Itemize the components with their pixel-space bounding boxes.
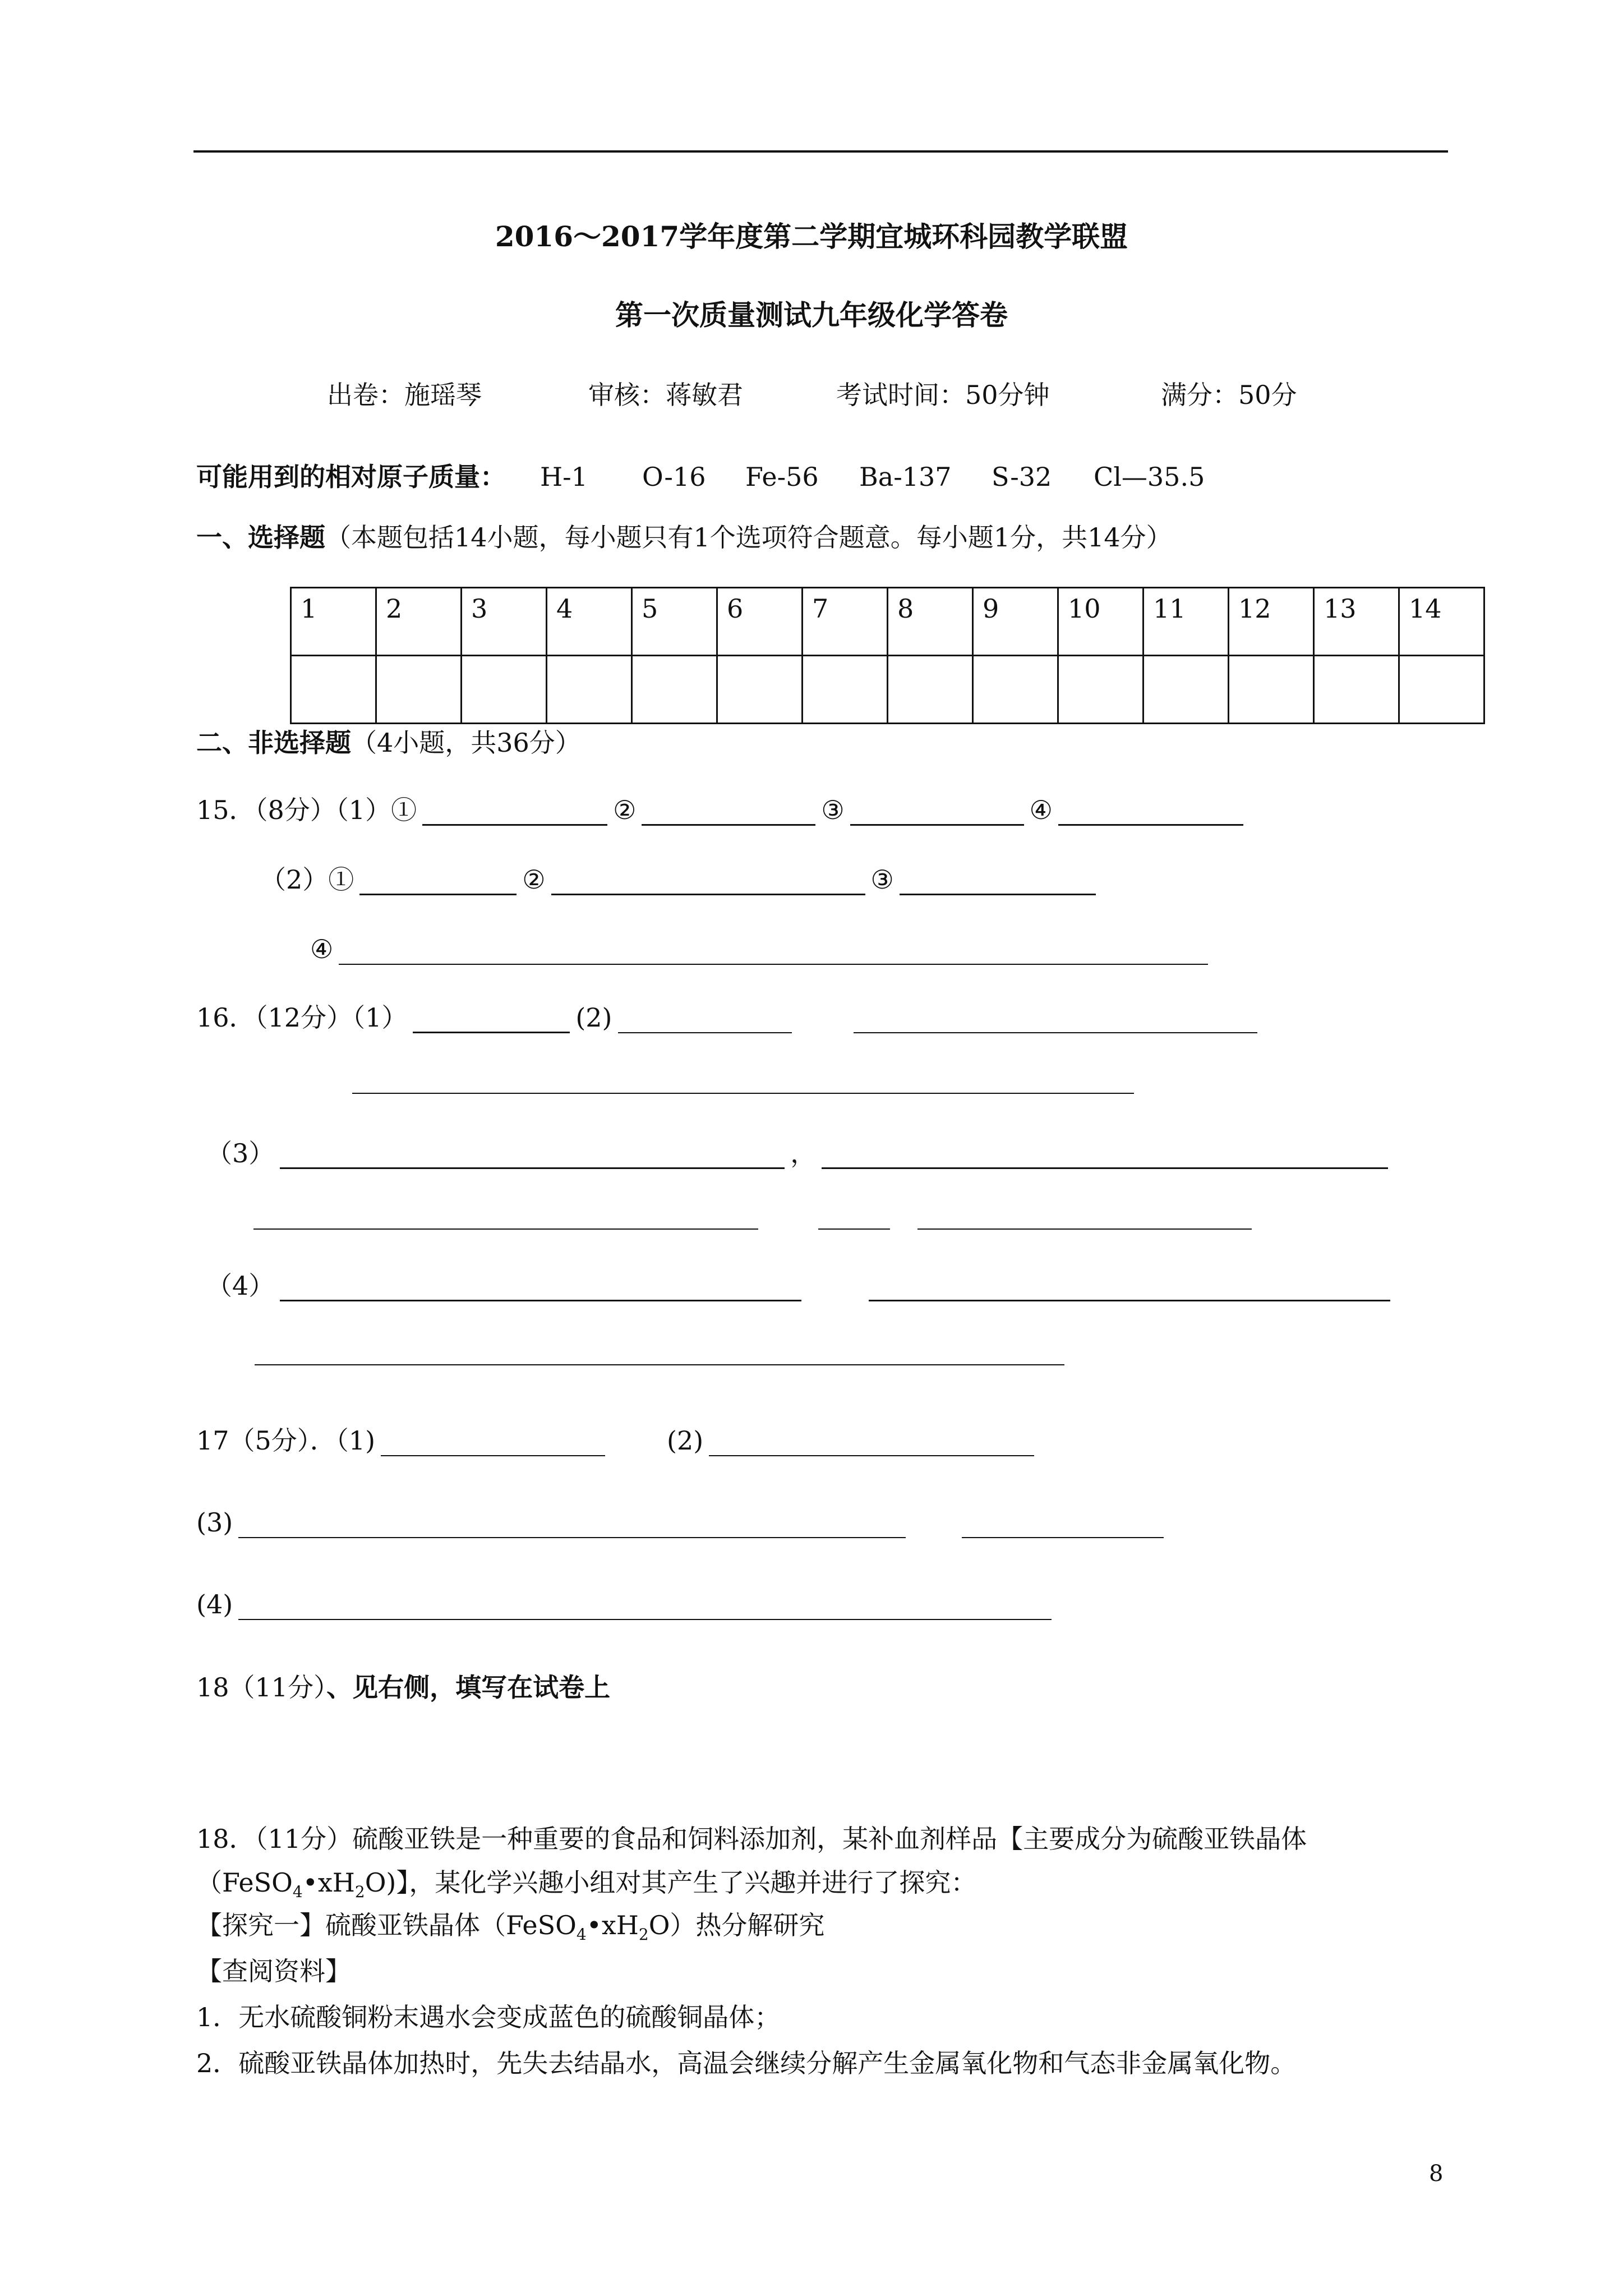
q18-line2	[196, 1867, 976, 1908]
answer-cell[interactable]	[291, 656, 376, 724]
q16-mark: (2)	[575, 1002, 612, 1033]
q15-mark: ④	[310, 934, 334, 964]
author: 出卷：施瑶琴	[327, 380, 482, 410]
q15-mark: ②	[613, 795, 637, 825]
answer-blank[interactable]	[551, 867, 865, 895]
full-score: 满分：50分	[1161, 380, 1297, 410]
q16-line1	[196, 1002, 1263, 1033]
grid-number: 12	[1229, 588, 1314, 656]
answer-blank[interactable]	[359, 867, 517, 895]
q18-line3	[196, 1910, 824, 1950]
atomic-mass-label: 可能用到的相对原子质量：	[196, 462, 506, 492]
q18-text: 【探究一】硫酸亚铁晶体（FeSO	[196, 1910, 577, 1940]
grid-number: 2	[376, 588, 462, 656]
atomic-mass-h: H-1	[540, 462, 588, 492]
q15-line1	[196, 794, 1249, 826]
q18-text: O)】，某化学兴趣小组对其产生了兴趣并进行了探究：	[365, 1867, 977, 1898]
q17-line1	[196, 1425, 1040, 1456]
section1-note: （本题包括14小题，每小题只有1个选项符合题意。每小题1分，共14分）	[325, 522, 1172, 553]
answer-blank[interactable]	[962, 1510, 1164, 1538]
section2-heading	[196, 727, 581, 758]
answer-blank[interactable]	[280, 1273, 801, 1301]
subscript: 4	[292, 1883, 303, 1902]
answer-grid-blanks	[291, 656, 1484, 724]
section1-title: 一、选择题	[196, 522, 325, 553]
grid-number: 9	[973, 588, 1058, 656]
atomic-mass-s: S-32	[992, 462, 1052, 492]
q17-line3	[196, 1507, 1169, 1538]
answer-blank[interactable]	[339, 937, 1208, 965]
q18-line1: 18．（11分）硫酸亚铁是一种重要的食品和饲料添加剂，某补血剂样品【主要成分为硫酸亚铁晶体	[196, 1824, 1307, 1854]
answer-blank[interactable]	[618, 1005, 792, 1033]
atomic-mass-cl: Cl—35.5	[1094, 462, 1205, 492]
q17-line4	[196, 1589, 1057, 1620]
section2-note: （4小题，共36分）	[351, 728, 581, 758]
answer-blank[interactable]	[238, 1510, 906, 1538]
answer-blank[interactable]	[869, 1273, 1390, 1301]
q18-text: •xH	[302, 1867, 355, 1898]
answer-blank[interactable]	[709, 1428, 1034, 1456]
q17-label: 17（5分）．（1)	[196, 1425, 376, 1456]
page-subtitle: 第一次质量测试九年级化学答卷	[615, 298, 1008, 332]
answer-cell[interactable]	[1229, 656, 1314, 724]
q15-mark: ④	[1029, 795, 1053, 825]
q18-note-prefix: 18（11分）	[196, 1672, 327, 1703]
subscript: 4	[576, 1925, 587, 1944]
answer-cell[interactable]	[717, 656, 803, 724]
section1-heading	[196, 522, 1172, 553]
answer-blank[interactable]	[253, 1228, 758, 1230]
answer-cell[interactable]	[888, 656, 973, 724]
q15-mark: ③	[870, 864, 894, 895]
answer-blank[interactable]	[352, 1093, 1134, 1094]
subscript: 2	[638, 1925, 649, 1944]
answer-blank[interactable]	[422, 797, 607, 826]
answer-blank[interactable]	[900, 867, 1096, 895]
answer-cell[interactable]	[803, 656, 888, 724]
answer-blank[interactable]	[280, 1140, 785, 1169]
q15-label: 15．（8分）（1）①	[196, 795, 417, 825]
grid-number: 5	[632, 588, 717, 656]
answer-cell[interactable]	[547, 656, 632, 724]
atomic-mass-o: O-16	[642, 462, 706, 492]
answer-cell[interactable]	[462, 656, 547, 724]
answer-blank[interactable]	[642, 797, 815, 826]
subscript: 2	[354, 1883, 365, 1902]
grid-number: 13	[1314, 588, 1399, 656]
q18-note	[196, 1672, 610, 1703]
answer-blank[interactable]	[818, 1228, 890, 1230]
q16-line4	[206, 1270, 1396, 1301]
q17-mark: (2)	[667, 1425, 704, 1456]
q16-mark: （4）	[206, 1271, 275, 1301]
answer-cell[interactable]	[1144, 656, 1229, 724]
q15-mark: ③	[821, 795, 845, 825]
q18-line4: 【查阅资料】	[196, 1956, 351, 1986]
atomic-mass-fe: Fe-56	[745, 462, 819, 492]
answer-cell[interactable]	[1058, 656, 1144, 724]
grid-number: 14	[1399, 588, 1484, 656]
top-rule	[193, 150, 1448, 153]
answer-blank[interactable]	[917, 1228, 1252, 1230]
answer-blank[interactable]	[854, 1005, 1257, 1033]
grid-number: 4	[547, 588, 632, 656]
q18-line5: 1．无水硫酸铜粉末遇水会变成蓝色的硫酸铜晶体；	[196, 2002, 781, 2032]
q16-label: 16．（12分）（1）	[196, 1002, 408, 1033]
q18-line6: 2．硫酸亚铁晶体加热时，先失去结晶水，高温会继续分解产生金属氧化物和气态非金属氧化物。	[196, 2048, 1297, 2078]
q18-note-bold: 、见右侧，填写在试卷上	[326, 1672, 611, 1703]
q15-label: （2）①	[260, 864, 354, 895]
page-title: 2016～2017学年度第二学期宜城环科园教学联盟	[495, 220, 1128, 253]
grid-number: 3	[462, 588, 547, 656]
page-number: 8	[1429, 2161, 1444, 2187]
q18-text: O）热分解研究	[648, 1910, 825, 1940]
grid-number: 10	[1058, 588, 1144, 656]
q17-mark: (4)	[196, 1589, 233, 1619]
grid-number: 7	[803, 588, 888, 656]
q16-line3	[206, 1138, 1394, 1169]
reviewer: 审核：蒋敏君	[588, 380, 743, 410]
answer-blank[interactable]	[255, 1364, 1064, 1365]
answer-cell[interactable]	[376, 656, 462, 724]
answer-cell[interactable]	[632, 656, 717, 724]
q16-mark: （3）	[206, 1138, 275, 1168]
grid-number: 6	[717, 588, 803, 656]
answer-cell[interactable]	[1314, 656, 1399, 724]
answer-blank[interactable]	[381, 1428, 605, 1456]
q16-comma: ，	[790, 1138, 817, 1168]
answer-grid-numbers	[291, 588, 1484, 656]
exam-time: 考试时间：50分钟	[836, 380, 1050, 410]
answer-blank[interactable]	[413, 1005, 570, 1033]
q15-mark: ②	[522, 864, 546, 895]
grid-number: 11	[1144, 588, 1229, 656]
section2-title: 二、非选择题	[196, 728, 351, 758]
answer-blank[interactable]	[850, 797, 1024, 826]
atomic-mass-ba: Ba-137	[859, 462, 952, 492]
answer-grid	[290, 587, 1485, 724]
answer-blank[interactable]	[822, 1140, 1388, 1169]
q17-mark: (3)	[196, 1507, 233, 1538]
q15-line2	[260, 864, 1101, 895]
answer-cell[interactable]	[1399, 656, 1484, 724]
grid-number: 1	[291, 588, 376, 656]
answer-blank[interactable]	[238, 1592, 1052, 1620]
q18-text: •xH	[586, 1910, 639, 1940]
q15-line3	[310, 933, 1214, 965]
answer-blank[interactable]	[1058, 797, 1243, 826]
q18-text: （FeSO	[196, 1867, 293, 1898]
answer-cell[interactable]	[973, 656, 1058, 724]
grid-number: 8	[888, 588, 973, 656]
